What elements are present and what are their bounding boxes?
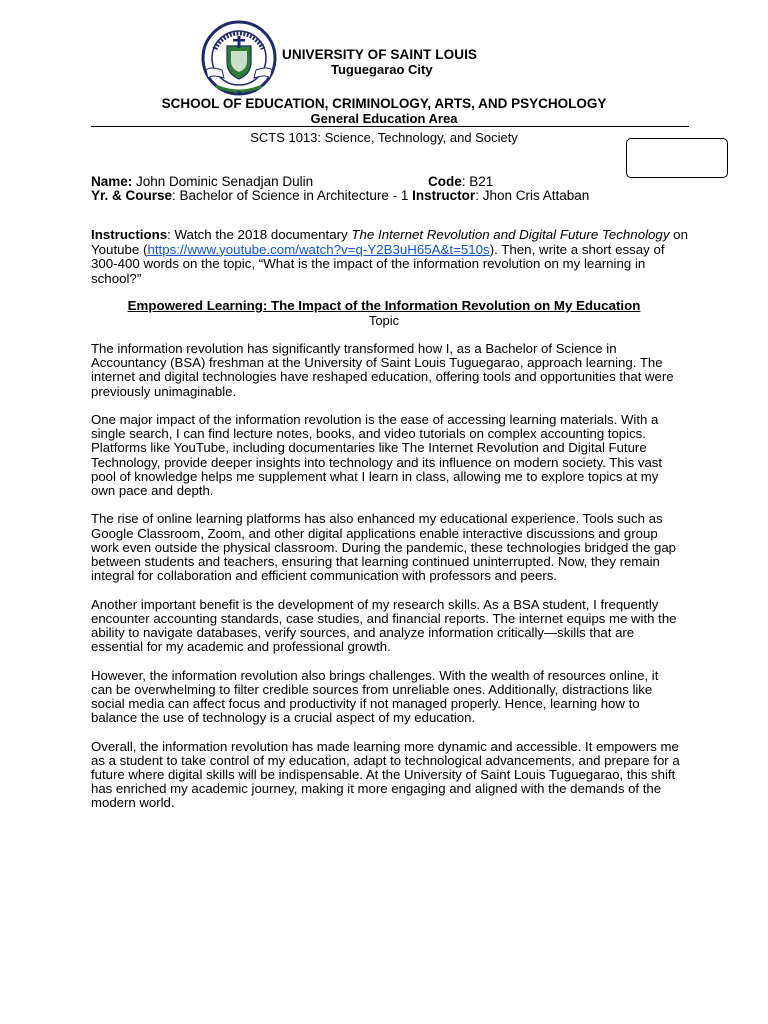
instructions-label: Instructions xyxy=(91,227,168,242)
documentary-title: The Internet Revolution and Digital Future Technology xyxy=(351,227,670,242)
instructions xyxy=(91,228,691,286)
topic-label: Topic xyxy=(368,313,400,328)
instructor-label: Instructor xyxy=(412,188,476,203)
name-label: Name: xyxy=(91,174,133,189)
essay-title xyxy=(0,298,768,313)
instructions-text: on Youtube ( xyxy=(91,227,688,257)
course-line xyxy=(91,188,589,203)
instructor-name: : Jhon Cris Attaban xyxy=(475,188,590,203)
university-city: Tuguegarao City xyxy=(331,62,433,77)
student-code: : B21 xyxy=(461,174,494,189)
student-course: : Bachelor of Science in Architecture - 1 xyxy=(172,188,409,203)
score-box xyxy=(626,138,728,178)
essay-paragraph: The information revolution has significantly transformed how I, as a Bachelor of Science in Accountancy (BSA) freshman at the University of Saint Louis Tuguegarao, approach learning. The internet and digital technologies have reshaped education, offering tools and opportunities that were previously unimaginable. xyxy=(91,341,674,399)
school-name: SCHOOL OF EDUCATION, CRIMINOLOGY, ARTS, AND PSYCHOLOGY xyxy=(161,96,607,111)
student-name-line xyxy=(91,174,313,189)
header-divider xyxy=(91,126,689,127)
yr-course-label: Yr. & Course xyxy=(91,188,173,203)
university-seal-icon xyxy=(200,18,278,100)
code-line xyxy=(428,174,493,189)
essay-body xyxy=(91,342,683,825)
course-title: SCTS 1013: Science, Technology, and Society xyxy=(250,130,518,145)
essay-paragraph: Overall, the information revolution has made learning more dynamic and accessible. It empowers me as a student to take control of my education, adapt to technological advancements, and prepare for a future where digital skills will be indispensable. At the University of Saint Louis Tuguegarao, this shift has enriched my academic journey, making it more engaging and aligned with the demands of the modern world. xyxy=(91,738,680,811)
essay-paragraph: One major impact of the information revolution is the ease of accessing learning materials. With a single search, I can find lecture notes, books, and video tutorials on complex accounting topics. Platforms like YouTube, including documentaries like The Internet Revolution and Digital Future Technology, provide deeper insights into technology and its influence on modern society. This vast pool of knowledge helps me supplement what I learn in class, allowing me to explore topics at my own pace and depth. xyxy=(91,412,663,499)
essay-paragraph: Another important benefit is the development of my research skills. As a BSA student, I frequently encounter accounting standards, case studies, and financial reports. The internet equips me with the ability to navigate databases, verify sources, and analyze information critically—skills that are essential for my academic and professional growth. xyxy=(91,596,677,655)
instructions-text: : Watch the 2018 documentary xyxy=(167,227,352,242)
student-name: John Dominic Senadjan Dulin xyxy=(132,174,314,189)
university-name: UNIVERSITY OF SAINT LOUIS xyxy=(282,47,478,62)
essay-title-text: Empowered Learning: The Impact of the Information Revolution on My Education xyxy=(127,298,641,313)
essay-paragraph: However, the information revolution also brings challenges. With the wealth of resources online, it can be overwhelming to filter credible sources from unreliable ones. Additionally, distractions like social media can affect focus and productivity if not managed properly. Hence, learning how to balance the use of technology is a crucial aspect of my education. xyxy=(91,667,659,726)
youtube-link[interactable]: https://www.youtube.com/watch?v=q-Y2B3uH65A&t=510s xyxy=(147,241,490,257)
education-area: General Education Area xyxy=(310,111,458,126)
code-label: Code xyxy=(428,174,462,189)
essay-paragraph: The rise of online learning platforms has also enhanced my educational experience. Tools such as Google Classroom, Zoom, and other digital applications enable interactive discussions and group work even outside the physical classroom. During the pandemic, these technologies bridged the gap between students and teachers, ensuring that learning continued uninterrupted. Now, they remain integral for collaboration and efficient communication with professors and peers. xyxy=(91,511,676,584)
instructions-text: ). Then, write a short essay of 300-400 words on the topic, “What is the impact of the information revolution on my learning in school?” xyxy=(91,241,665,286)
